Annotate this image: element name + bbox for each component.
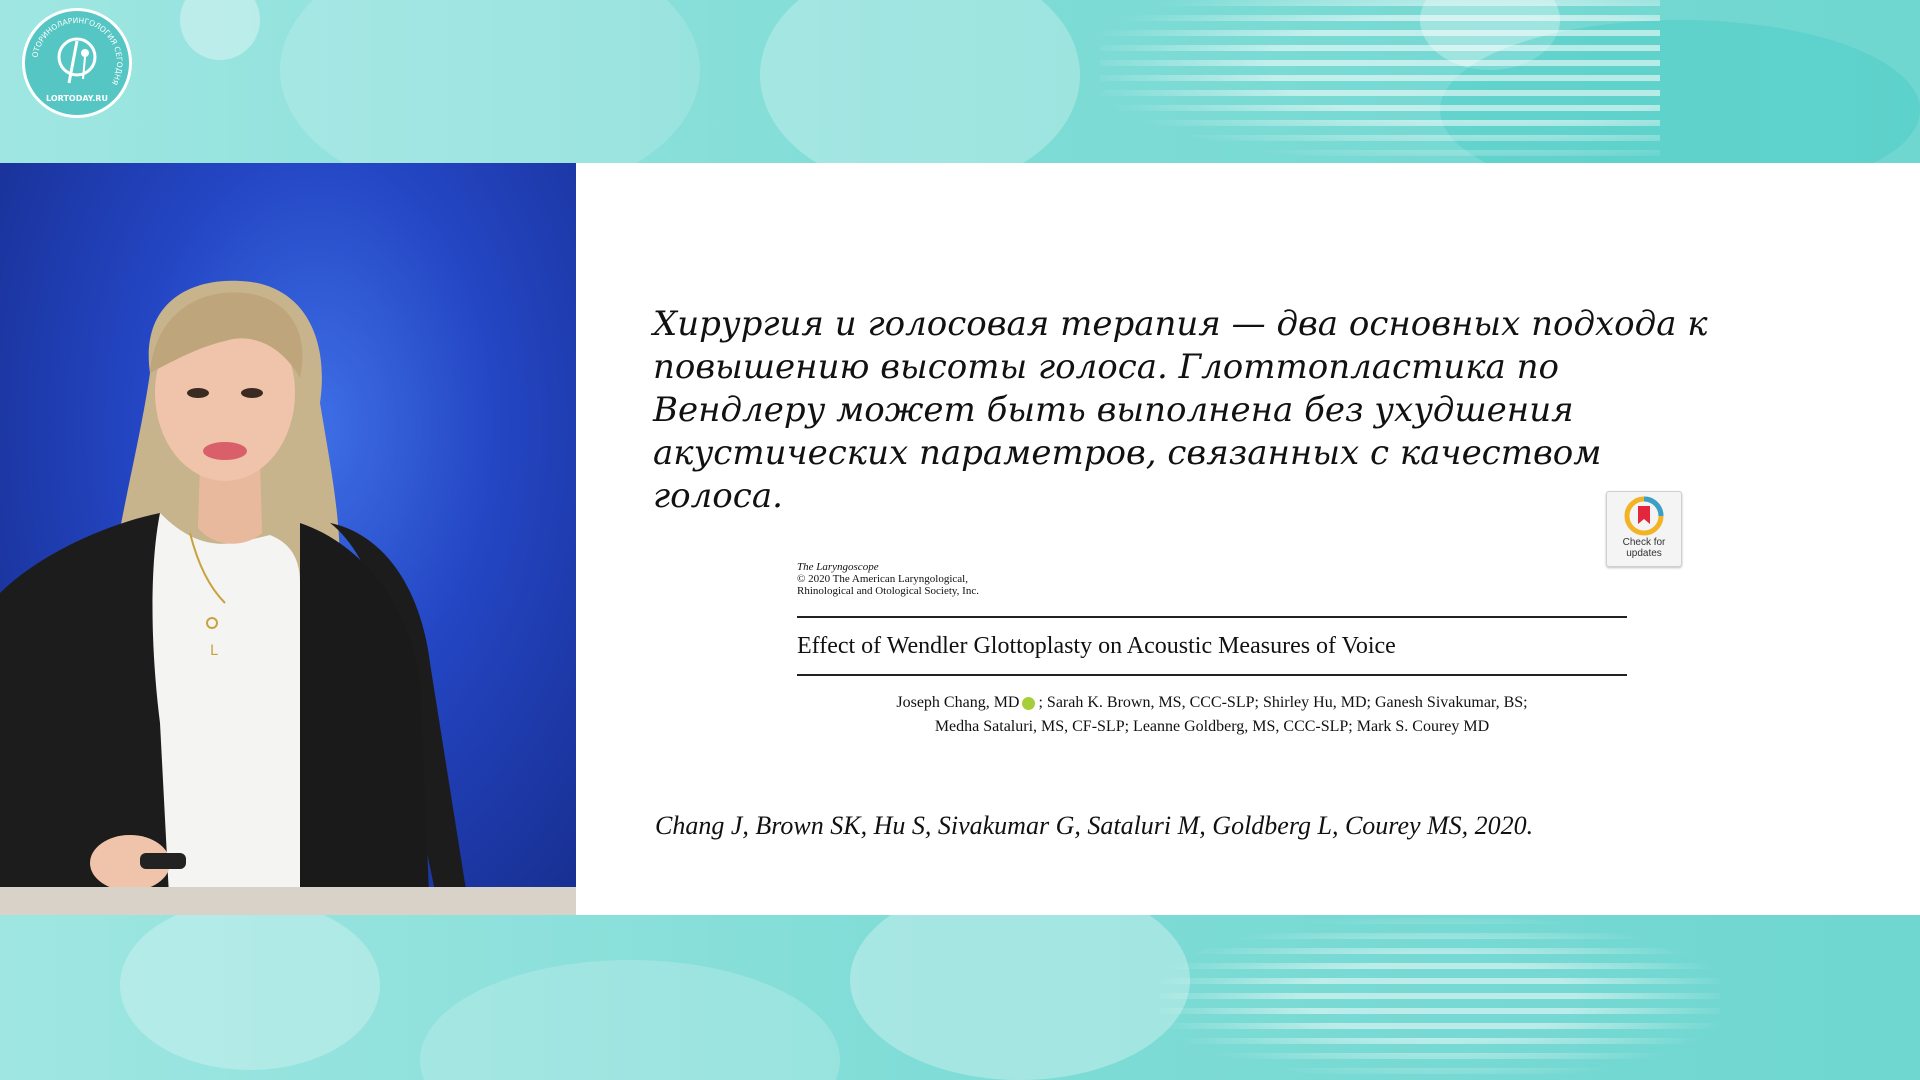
- svg-text:LORTODAY.RU: LORTODAY.RU: [46, 94, 108, 103]
- desk: [0, 887, 576, 915]
- journal-copyright: © 2020 The American Laryngological,: [797, 573, 968, 585]
- check-for-updates-badge[interactable]: [1606, 491, 1682, 567]
- decor-blob: [180, 0, 260, 60]
- orcid-icon[interactable]: [1022, 697, 1035, 710]
- journal-header: [797, 561, 1057, 597]
- paper-authors: [797, 691, 1627, 739]
- title-rule-bottom: [797, 674, 1627, 676]
- check-for-updates-label: Check for updates: [1622, 537, 1666, 559]
- journal-name: The Laryngoscope: [797, 561, 879, 573]
- svg-text:ОТОРИНОЛАРИНГОЛОГИЯ СЕГОДНЯ: ОТОРИНОЛАРИНГОЛОГИЯ СЕГОДНЯ: [30, 15, 125, 87]
- presentation-slide: [576, 163, 1920, 915]
- presenter-figure: [0, 163, 576, 915]
- slide-quote-text: Хирургия и голосовая терапия — два основных подхода к повышению высоты голоса. Глоттопластика по Вендлеру может быть выполнена без ухудшения акустических параметров, связанных с качеством голоса.: [653, 304, 1708, 516]
- first-author: Joseph Chang, MD: [896, 694, 1020, 711]
- presenter-video: [0, 163, 576, 915]
- lortoday-logo: [22, 8, 132, 118]
- decor-blob: [760, 0, 1080, 190]
- logo-emblem-icon: [25, 11, 129, 115]
- title-rule-top: [797, 616, 1627, 618]
- decor-blob: [420, 960, 840, 1080]
- decor-stripes: [1160, 918, 1720, 1080]
- citation-text: Chang J, Brown SK, Hu S, Sivakumar G, Sataluri M, Goldberg L, Courey MS, 2020.: [655, 811, 1534, 840]
- decor-stripes: [1100, 0, 1660, 165]
- paper-title: Effect of Wendler Glottoplasty on Acoustic Measures of Voice: [797, 633, 1396, 659]
- authors-line-1: [797, 691, 1627, 715]
- authors-line-2: Medha Sataluri, MS, CF-SLP; Leanne Goldberg, MS, CCC-SLP; Mark S. Courey MD: [934, 718, 1490, 735]
- journal-society: Rhinological and Otological Society, Inc.: [797, 585, 979, 597]
- decor-blob: [120, 900, 380, 1070]
- authors-line-1-rest: ; Sarah K. Brown, MS, CCC-SLP; Shirley Hu, MD; Ganesh Sivakumar, BS;: [1038, 694, 1528, 711]
- svg-text:L: L: [210, 643, 218, 659]
- crossmark-icon: [1624, 496, 1664, 536]
